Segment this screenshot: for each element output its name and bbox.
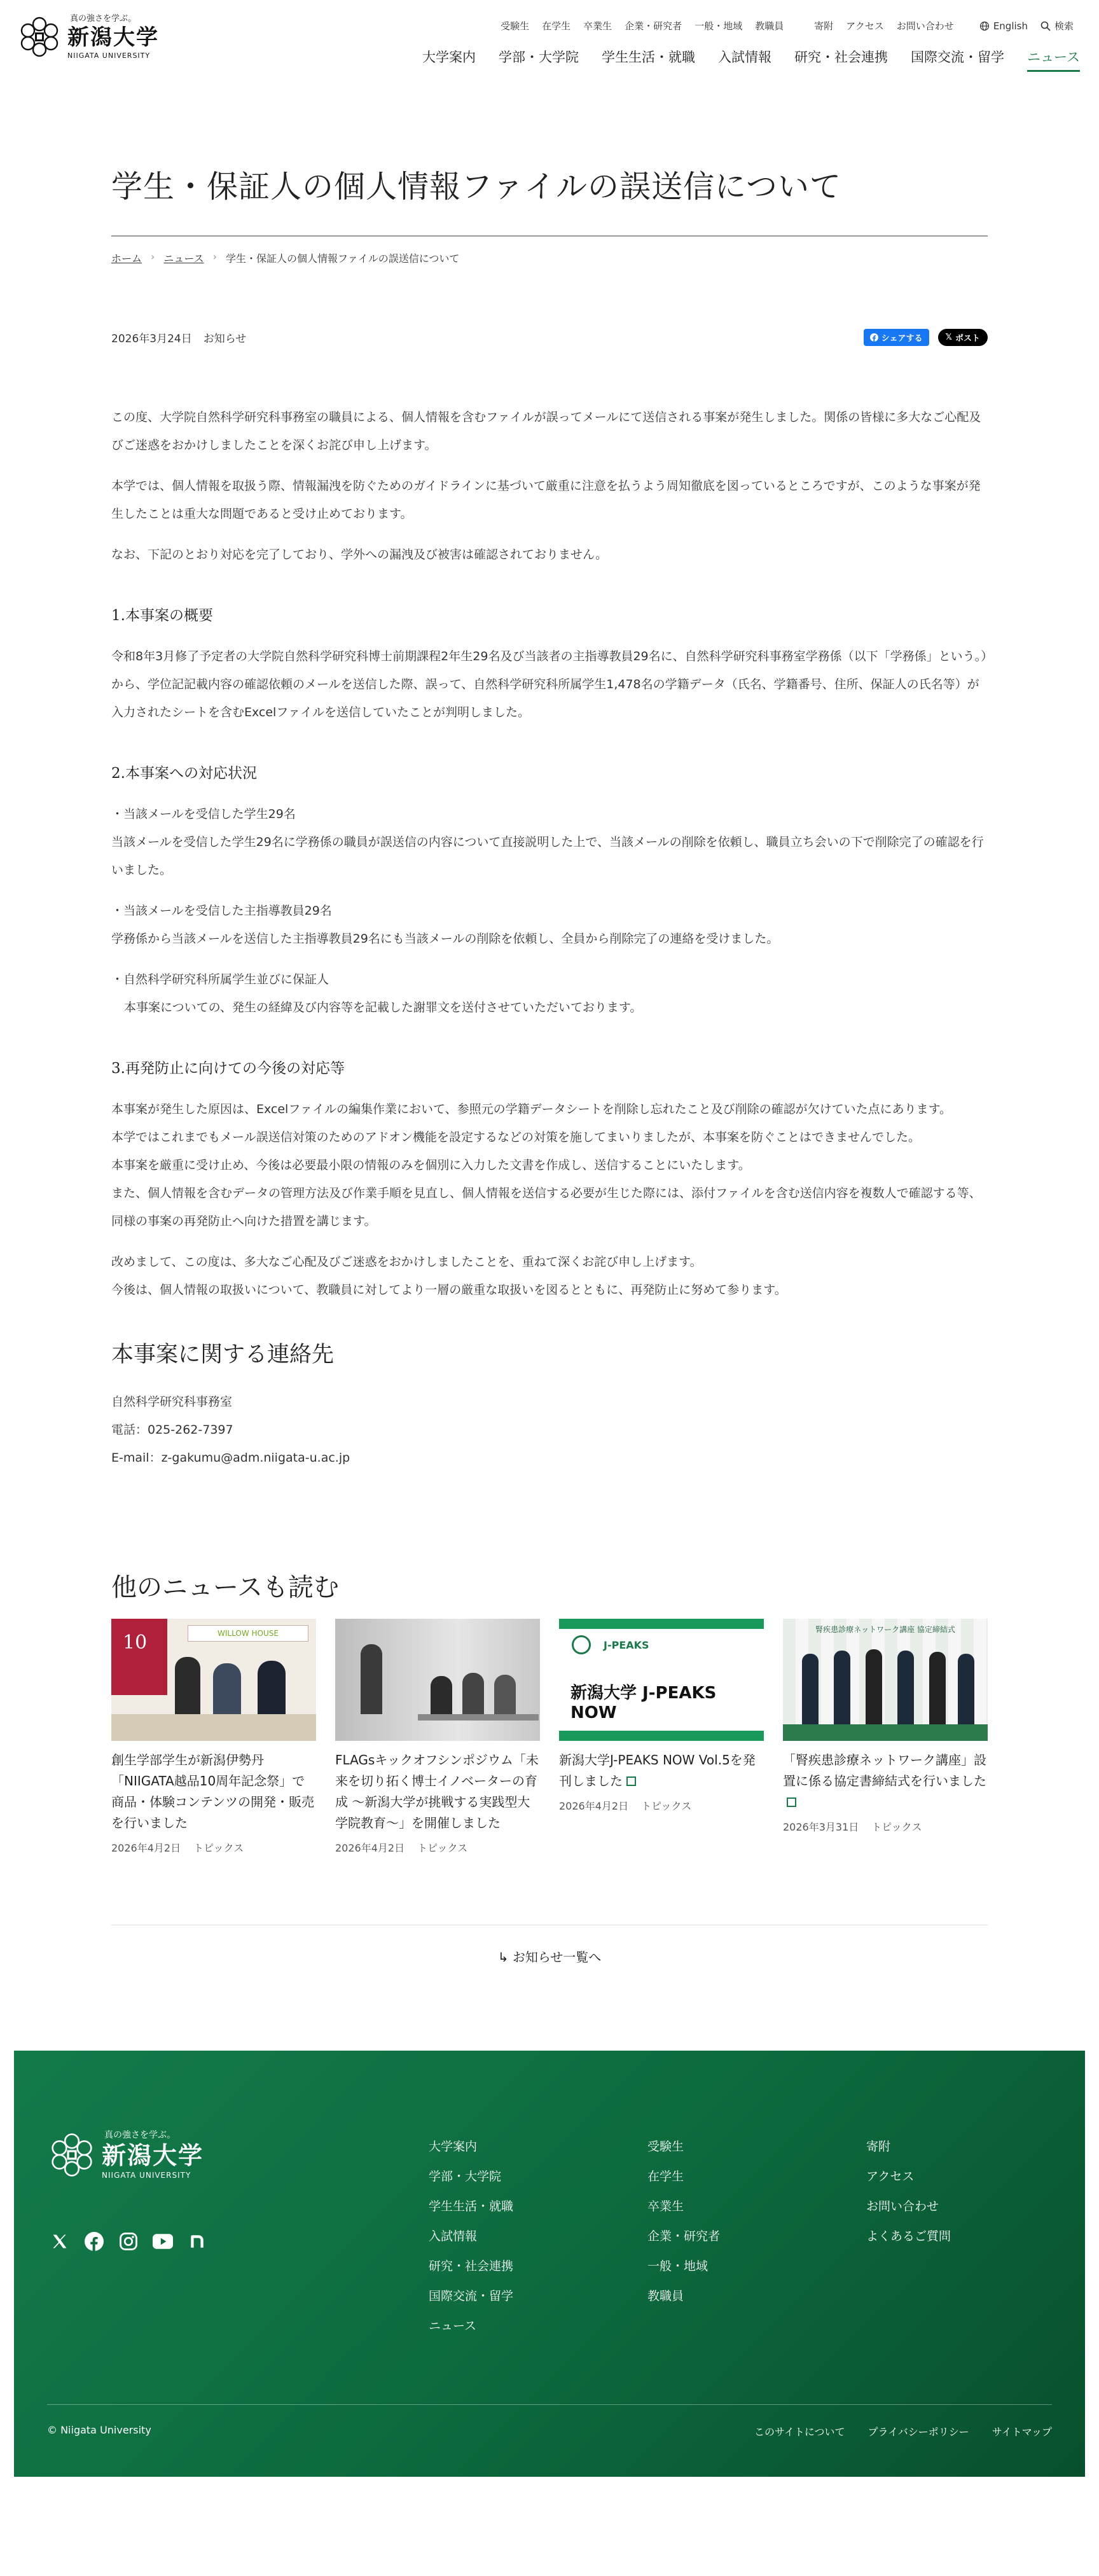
footer-nav-link[interactable]: アクセス bbox=[866, 2170, 915, 2184]
footer-nav-link[interactable]: 受験生 bbox=[647, 2140, 684, 2154]
article-date: 2026年3月24日 bbox=[111, 333, 192, 345]
intro-paragraph: この度、大学院自然科学研究科事務室の職員による、個人情報を含むファイルが誤ってメールにて送信される事案が発生しました。関係の皆様に多大なご心配及びご迷惑をおかけしましたことを深くお詫び申し上げます。 bbox=[111, 410, 981, 452]
news-card[interactable] bbox=[111, 1619, 316, 1855]
news-list-link[interactable] bbox=[498, 1949, 602, 1965]
language-label: English bbox=[993, 20, 1028, 32]
university-emblem-icon bbox=[17, 14, 62, 60]
main-nav-item[interactable]: 入試情報 bbox=[718, 50, 772, 65]
news-card[interactable] bbox=[559, 1619, 764, 1855]
utility-nav-link[interactable]: 在学生 bbox=[542, 20, 571, 32]
article-category: お知らせ bbox=[203, 333, 247, 345]
article-body bbox=[111, 403, 988, 1304]
utility-nav-link[interactable]: 企業・研究者 bbox=[625, 20, 682, 32]
footer-logo-tagline: 真の強さを学ぶ。 bbox=[104, 2130, 176, 2140]
x-post-button[interactable] bbox=[938, 329, 988, 346]
news-card-date: 2026年4月2日 bbox=[111, 1842, 181, 1854]
news-grid bbox=[111, 1619, 988, 1855]
main-nav-item[interactable]: 学生生活・就職 bbox=[602, 50, 696, 65]
news-card-title bbox=[783, 1750, 988, 1813]
prevention-line: また、個人情報を含むデータの管理方法及び作業手順を見直し、個人情報を送信する必要が生じた際には、添付ファイルを含む送信内容を複数人で確認する等、同様の事案の再発防止へ向けた措置を講じます。 bbox=[111, 1186, 981, 1228]
news-card-date: 2026年4月2日 bbox=[335, 1842, 405, 1854]
main-nav bbox=[422, 47, 1080, 72]
news-card-category: トピックス bbox=[871, 1821, 922, 1833]
footer-nav-link[interactable]: よくあるご質問 bbox=[866, 2229, 951, 2243]
utility-nav-link[interactable]: 卒業生 bbox=[583, 20, 612, 32]
footer-nav-link[interactable]: 卒業生 bbox=[647, 2199, 684, 2213]
footer-bottom bbox=[47, 2404, 1052, 2439]
closing-line: 今後は、個人情報の取扱いについて、教職員に対してより一層の厳重な取扱いを図るとともに、再発防止に努めて参ります。 bbox=[111, 1283, 787, 1297]
footer-nav-link[interactable]: 国際交流・留学 bbox=[429, 2289, 514, 2303]
main-nav-item[interactable]: 大学案内 bbox=[422, 50, 476, 65]
intro-paragraph: 本学では、個人情報を取扱う際、情報漏洩を防ぐためのガイドラインに基づいて厳重に注意を払うよう周知徹底を図っているところですが、このような事案が発生したことは重大な問題であると受け止めております。 bbox=[111, 479, 981, 521]
external-link-icon bbox=[626, 1776, 636, 1786]
university-logo[interactable] bbox=[17, 14, 159, 60]
logo-name: 新潟大学 bbox=[67, 25, 159, 50]
news-thumbnail bbox=[335, 1619, 540, 1741]
footer-logo-name: 新潟大学 bbox=[102, 2141, 204, 2170]
footer-bottom-links bbox=[754, 2424, 1052, 2439]
facebook-icon[interactable] bbox=[84, 2231, 104, 2252]
share-buttons bbox=[864, 329, 988, 346]
footer-nav-col bbox=[647, 2132, 720, 2311]
news-card-title bbox=[559, 1750, 764, 1792]
news-card-title: 創生学部学生が新潟伊勢丹「NIIGATA越品10周年記念祭」で商品・体験コンテンツの開発・販売を行いました bbox=[111, 1752, 314, 1831]
footer-nav-link[interactable]: 一般・地域 bbox=[647, 2259, 708, 2273]
prevention-line: 本事案を厳重に受け止め、今後は必要最小限の情報のみを個別に入力した文書を作成し、送信することにいたします。 bbox=[111, 1158, 750, 1172]
utility-nav-link[interactable]: 受験生 bbox=[501, 20, 530, 32]
section-paragraph: 令和8年3月修了予定者の大学院自然科学研究科博士前期課程2年生29名及び当該者の主指導教員29名に、自然科学研究科事務室学務係（以下「学務係」という。）から、学位記記載内容の確認依頼のメールを送信した際、誤って、自然科学研究科所属学生1,478名の学籍データ（氏名、学籍番号、住所、保証人の氏名等）が入力されたシートを含むExcelファイルを送信していたことが判明しました。 bbox=[111, 649, 987, 719]
intro-paragraph: なお、下記のとおり対応を完了しており、学外への漏洩及び被害は確認されておりません。 bbox=[111, 548, 608, 562]
footer-nav-col bbox=[866, 2132, 951, 2252]
external-link-icon bbox=[787, 1797, 796, 1807]
news-card-category: トピックス bbox=[193, 1842, 244, 1854]
news-thumbnail: J-PEAKS 新潟大学 J-PEAKS NOW bbox=[559, 1619, 764, 1741]
response-item-label: ・当該メールを受信した主指導教員29名 bbox=[111, 904, 332, 918]
news-card[interactable] bbox=[783, 1619, 988, 1855]
news-card-title-text: 新潟大学J-PEAKS NOW Vol.5を発刊しました bbox=[559, 1752, 756, 1789]
news-card-category: トピックス bbox=[417, 1842, 468, 1854]
article-main bbox=[111, 162, 988, 1965]
breadcrumb-home[interactable]: ホーム bbox=[111, 253, 142, 265]
instagram-icon[interactable] bbox=[118, 2231, 139, 2252]
utility-nav-link[interactable]: お問い合わせ bbox=[896, 20, 954, 32]
site-footer bbox=[14, 2051, 1085, 2477]
response-item-text: 本事案についての、発生の経緯及び内容等を記載した謝罪文を送付させていただいております。 bbox=[124, 1001, 642, 1014]
footer-nav-link[interactable]: 教職員 bbox=[647, 2289, 684, 2303]
article-meta-row bbox=[111, 329, 988, 346]
site-header bbox=[0, 0, 1099, 89]
x-icon[interactable] bbox=[50, 2231, 70, 2252]
contact-email: E-mail：z-gakumu@adm.niigata-u.ac.jp bbox=[111, 1451, 350, 1465]
search-button[interactable] bbox=[1040, 19, 1074, 32]
utility-nav-link[interactable]: 寄附 bbox=[814, 20, 834, 32]
news-card-title: FLAGsキックオフシンポジウム「未来を切り拓く博士イノベーターの育成 〜新潟大学が挑戦する実践型大学院教育〜」を開催しました bbox=[335, 1752, 539, 1831]
note-icon[interactable] bbox=[187, 2231, 207, 2252]
response-item-text: 学務係から当該メールを送信した主指導教員29名にも当該メールの削除を依頼し、全員から削除完了の連絡を受けました。 bbox=[111, 932, 779, 946]
main-nav-item[interactable]: ニュース bbox=[1027, 47, 1080, 72]
footer-bottom-link[interactable]: プライバシーポリシー bbox=[867, 2426, 969, 2438]
breadcrumb-separator-icon: › bbox=[151, 251, 155, 263]
copyright: © Niigata University bbox=[47, 2424, 151, 2436]
response-item-label: ・当該メールを受信した学生29名 bbox=[111, 807, 296, 821]
language-switch[interactable] bbox=[979, 20, 1028, 32]
search-label: 検索 bbox=[1054, 20, 1074, 32]
contact-title: 本事案に関する連絡先 bbox=[111, 1342, 335, 1368]
facebook-share-button[interactable] bbox=[864, 329, 929, 346]
facebook-share-label: シェアする bbox=[881, 334, 923, 343]
utility-nav-link[interactable]: 一般・地域 bbox=[695, 20, 743, 32]
response-item-label: ・自然科学研究科所属学生並びに保証人 bbox=[111, 973, 329, 987]
footer-nav-link[interactable]: お問い合わせ bbox=[866, 2199, 939, 2213]
breadcrumb-news[interactable]: ニュース bbox=[163, 253, 204, 265]
news-list-link-wrap bbox=[111, 1947, 988, 1965]
x-icon: 𝕏 bbox=[945, 333, 952, 342]
section-heading: 2.本事案への対応状況 bbox=[111, 765, 257, 782]
social-links bbox=[50, 2231, 207, 2252]
footer-nav-col bbox=[429, 2132, 513, 2341]
news-card-title-text: 「腎疾患診療ネットワーク講座」設置に係る協定書締結式を行いました bbox=[783, 1752, 986, 1789]
footer-nav-link[interactable]: 大学案内 bbox=[429, 2140, 478, 2154]
news-card[interactable] bbox=[335, 1619, 540, 1855]
news-thumbnail: 10 WILLOW HOUSE bbox=[111, 1619, 316, 1741]
breadcrumb-current: 学生・保証人の個人情報ファイルの誤送信について bbox=[226, 253, 460, 265]
page-title: 学生・保証人の個人情報ファイルの誤送信について bbox=[111, 162, 988, 237]
main-nav-item[interactable]: 国際交流・留学 bbox=[911, 50, 1005, 65]
thumbnail-banner-text: 新潟大学 J-PEAKS NOW bbox=[570, 1684, 717, 1722]
contact-phone: 電話：025-262-7397 bbox=[111, 1423, 233, 1437]
news-card-date: 2026年3月31日 bbox=[783, 1821, 859, 1833]
section-heading: 1.本事案の概要 bbox=[111, 607, 213, 624]
contact-office: 自然科学研究科事務室 bbox=[111, 1395, 233, 1409]
footer-nav-link[interactable]: ニュース bbox=[429, 2319, 477, 2333]
footer-nav-link[interactable]: 寄附 bbox=[866, 2140, 891, 2154]
utility-nav-link[interactable]: アクセス bbox=[846, 20, 884, 32]
response-item bbox=[111, 966, 988, 1021]
contact-info bbox=[111, 1388, 988, 1472]
youtube-icon[interactable] bbox=[153, 2231, 173, 2252]
search-icon bbox=[1040, 21, 1051, 31]
prevention-line: 本事案が発生した原因は、Excelファイルの編集作業において、参照元の学籍データシートを削除し忘れたこと及び削除の確認が欠けていた点にあります。 bbox=[111, 1102, 952, 1116]
main-nav-item[interactable]: 研究・社会連携 bbox=[794, 50, 888, 65]
breadcrumb-separator-icon: › bbox=[212, 251, 218, 263]
logo-en-name: NIIGATA UNIVERSITY bbox=[67, 52, 151, 60]
logo-tagline: 真の強さを学ぶ。 bbox=[70, 14, 137, 24]
response-item-text: 当該メールを受信した学生29名に学務係の職員が誤送信の内容について直接説明した上で、当該メールの削除を依頼し、職員立ち会いの下で削除完了の確認を行いました。 bbox=[111, 835, 984, 877]
main-nav-item[interactable]: 学部・大学院 bbox=[499, 50, 579, 65]
section-heading: 3.再発防止に向けての今後の対応等 bbox=[111, 1060, 345, 1077]
breadcrumb bbox=[111, 251, 988, 265]
news-card-category: トピックス bbox=[641, 1800, 692, 1812]
utility-nav-link[interactable]: 教職員 bbox=[755, 20, 784, 32]
x-post-label: ポスト bbox=[955, 334, 980, 343]
thumbnail-sign-text: WILLOW HOUSE bbox=[188, 1625, 308, 1642]
news-thumbnail bbox=[783, 1619, 988, 1741]
footer-nav-link[interactable]: 学部・大学院 bbox=[429, 2170, 502, 2184]
footer-nav-link[interactable]: 入試情報 bbox=[429, 2229, 478, 2243]
university-emblem-icon bbox=[47, 2130, 97, 2180]
thumbnail-banner-text: 腎疾患診療ネットワーク講座 協定締結式 bbox=[815, 1625, 955, 1634]
more-news-title: 他のニュースも読む bbox=[111, 1573, 339, 1602]
footer-bottom-link[interactable]: サイトマップ bbox=[992, 2426, 1052, 2438]
footer-logo-en-name: NIIGATA UNIVERSITY bbox=[102, 2171, 191, 2180]
footer-nav-link[interactable]: 企業・研究者 bbox=[647, 2229, 721, 2243]
news-list-link-label: お知らせ一覧へ bbox=[512, 1949, 602, 1965]
facebook-icon bbox=[870, 333, 878, 342]
footer-nav-link[interactable]: 在学生 bbox=[647, 2170, 684, 2184]
footer-nav-link[interactable]: 学生生活・就職 bbox=[429, 2199, 514, 2213]
response-item bbox=[111, 897, 988, 953]
footer-bottom-link[interactable]: このサイトについて bbox=[754, 2426, 845, 2438]
globe-icon bbox=[979, 21, 990, 31]
arrow-icon: ↳ bbox=[497, 1949, 513, 1965]
response-item bbox=[111, 800, 988, 884]
utility-nav bbox=[501, 19, 1074, 32]
news-card-date: 2026年4月2日 bbox=[559, 1800, 629, 1812]
prevention-line: 本学ではこれまでもメール誤送信対策のためのアドオン機能を設定するなどの対策を施してまいりましたが、本事案を防ぐことはできませんでした。 bbox=[111, 1130, 921, 1144]
footer-nav-link[interactable]: 研究・社会連携 bbox=[429, 2259, 514, 2273]
closing-line: 改めまして、この度は、多大なご心配及びご迷惑をおかけしましたことを、重ねて深くお詫び申し上げます。 bbox=[111, 1255, 702, 1269]
footer-logo[interactable] bbox=[47, 2130, 204, 2180]
